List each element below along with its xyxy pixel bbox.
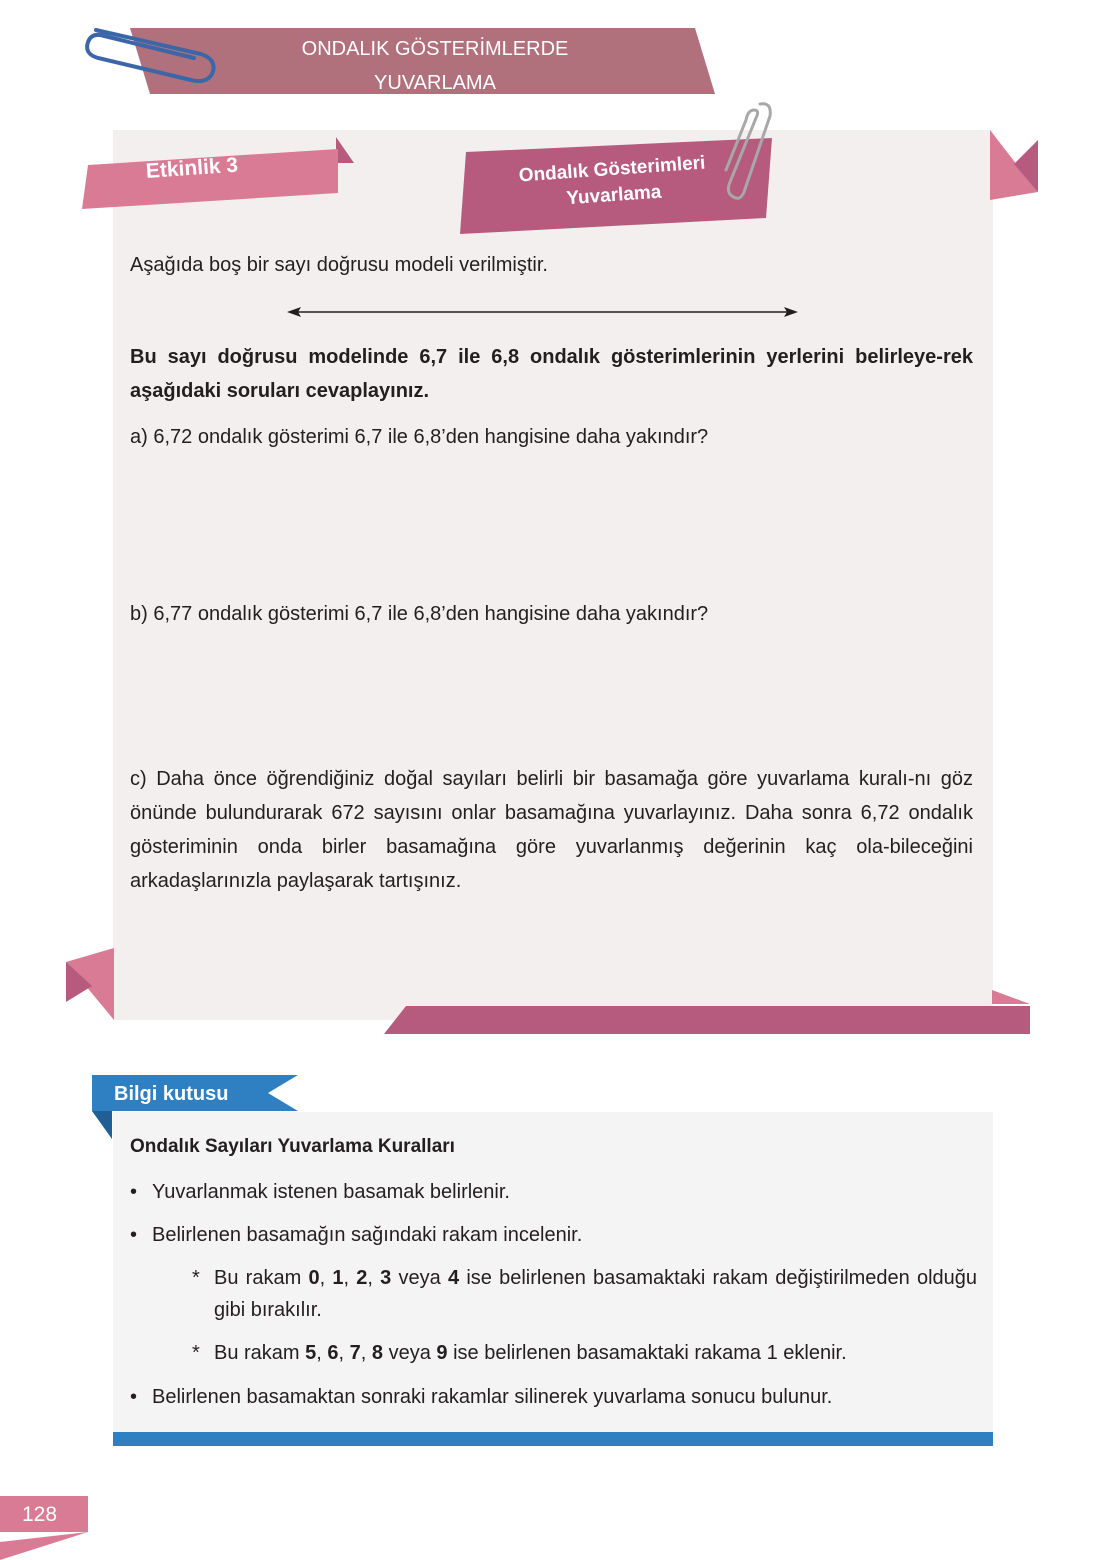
sub-rule-keep (192, 1262, 977, 1326)
rule-prefix: Bu rakam (214, 1267, 302, 1289)
intro-text: Aşağıda boş bir sayı doğrusu modeli verilmiştir. (130, 254, 548, 276)
section-title-line2: YUVARLAMA (374, 72, 496, 94)
comma: , (360, 1342, 367, 1364)
comma: , (338, 1342, 345, 1364)
corner-ribbon-bottom-left (64, 948, 116, 1022)
activity-topic-line2: Yuvarlama (565, 181, 663, 210)
digit: 4 (447, 1267, 460, 1289)
question-b: b) 6,77 ondalık gösterimi 6,7 ile 6,8’den hangisine daha yakındır? (130, 603, 709, 625)
list-item (130, 1176, 510, 1208)
rule-step-3: Belirlenen basamaktan sonraki rakamlar silinerek yuvarlama sonucu bulunur. (152, 1386, 833, 1408)
digit: 3 (380, 1267, 392, 1289)
comma: , (343, 1267, 350, 1289)
comma: , (319, 1267, 326, 1289)
empty-number-line (285, 300, 800, 324)
or-word: veya (388, 1342, 431, 1364)
digit: 9 (436, 1342, 448, 1364)
info-box-title: Ondalık Sayıları Yuvarlama Kuralları (130, 1136, 455, 1157)
digit: 6 (327, 1342, 339, 1364)
rule-step-1: Yuvarlanmak istenen basamak belirlenir. (152, 1181, 510, 1203)
instruction-text: Bu sayı doğrusu modelinde 6,7 ile 6,8 ondalık gösterimlerinin yerlerini belirleye-rek aşağıdaki soruları cevaplayınız. (130, 346, 973, 402)
rule-suffix: ise belirlenen basamaktaki rakam değiştirilmeden olduğu gibi bırakılır. (214, 1267, 978, 1321)
or-word: veya (398, 1267, 441, 1289)
list-item (130, 1381, 832, 1413)
rule-prefix: Bu rakam (214, 1342, 300, 1364)
corner-ribbon-top-right (990, 130, 1042, 202)
rule-step-2: Belirlenen basamağın sağındaki rakam incelenir. (152, 1224, 583, 1246)
digit: 7 (349, 1342, 361, 1364)
bullet-marker: • (130, 1224, 138, 1246)
comma: , (367, 1267, 373, 1289)
digit: 0 (308, 1267, 320, 1289)
info-box-label: Bilgi kutusu (114, 1083, 229, 1105)
paperclip-icon (76, 24, 221, 89)
star-marker: * (192, 1342, 200, 1364)
star-marker: * (192, 1267, 200, 1289)
section-title (230, 32, 640, 100)
info-box-bottom-bar (113, 1432, 993, 1446)
bottom-ribbon (384, 988, 1032, 1034)
bullet-marker: • (130, 1181, 138, 1203)
page-number: 128 (22, 1503, 58, 1526)
bullet-marker: • (130, 1386, 138, 1408)
question-a: a) 6,72 ondalık gösterimi 6,7 ile 6,8’den hangisine daha yakındır? (130, 426, 709, 448)
digit: 1 (332, 1267, 344, 1289)
digit: 8 (371, 1342, 384, 1364)
digit: 5 (305, 1342, 317, 1364)
sub-rule-increment (192, 1337, 977, 1369)
rule-suffix: ise belirlenen basamaktaki rakama 1 eklenir. (453, 1342, 847, 1364)
digit: 2 (356, 1267, 368, 1289)
comma: , (316, 1342, 322, 1364)
activity-number: Etkinlik 3 (145, 153, 239, 183)
question-c: c) Daha önce öğrendiğiniz doğal sayıları belirli bir basamağa göre yuvarlama kuralı-nı göz önünde bulundurarak 672 sayısını onlar basamağına yuvarlayınız. Daha sonra 6,72 ondalık gösteriminin onda birler basamağına göre yuvarlanmış değerinin kaç ola-bileceğini arkadaşlarınızla paylaşarak tartışınız. (130, 768, 973, 892)
activity-topic-line1: Ondalık Gösterimleri (518, 152, 707, 187)
list-item (130, 1219, 582, 1251)
section-title-line1: ONDALIK GÖSTERİMLERDE (301, 38, 569, 60)
